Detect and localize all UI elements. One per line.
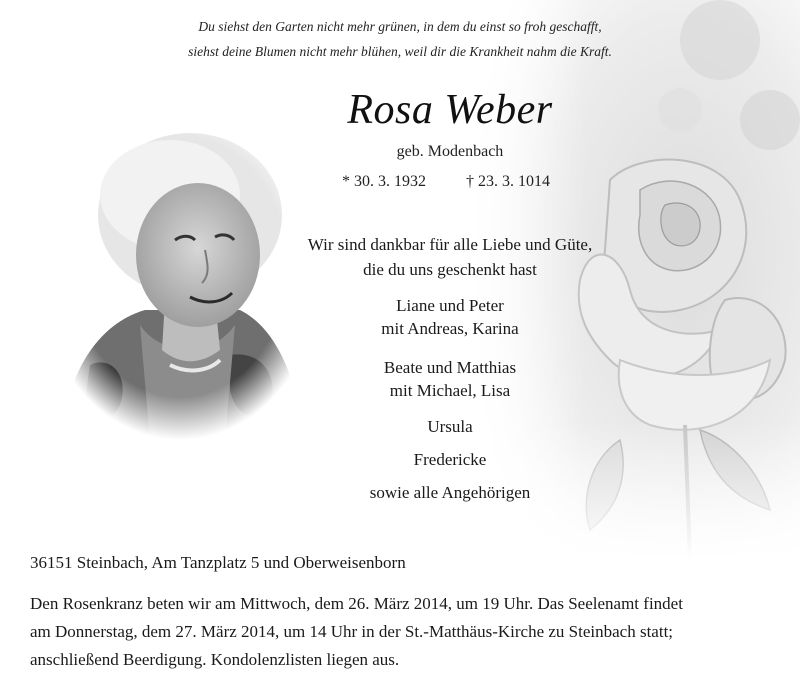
thanks-line-2: die du uns geschenkt hast (363, 260, 537, 279)
verse-line-1: Du siehst den Garten nicht mehr grünen, in dem du einst so froh geschafft, (198, 19, 602, 34)
notice-line-3: anschließend Beerdigung. Kondolenzlisten liegen aus. (30, 650, 400, 669)
family-relatives: sowie alle Angehörigen (369, 483, 531, 502)
family-group-2 (270, 356, 630, 402)
notice-line-2: am Donnerstag, dem 27. März 2014, um 14 Uhr in der St.-Matthäus-Kirche zu Steinbach statt; (30, 622, 674, 641)
deceased-name: Rosa Weber (347, 87, 553, 133)
family-group-1 (270, 294, 630, 340)
family-member-ursula: Ursula (427, 417, 473, 436)
family-group-2-line-1: Beate und Matthias (383, 358, 517, 377)
maiden-name: geb. Modenbach (396, 143, 504, 160)
thanks-line-1: Wir sind dankbar für alle Liebe und Güte, (307, 235, 593, 254)
address: 36151 Steinbach, Am Tanzplatz 5 und Oberweisenborn (30, 553, 406, 572)
service-notice (30, 590, 775, 674)
family-group-1-line-2: mit Andreas, Karina (381, 319, 519, 338)
family-group-1-line-1: Liane und Peter (396, 296, 504, 315)
family-group-2-line-2: mit Michael, Lisa (389, 381, 511, 400)
memorial-verse (0, 14, 800, 64)
birth-date: * 30. 3. 1932 (342, 173, 426, 190)
death-date: † 23. 3. 1014 (466, 173, 550, 190)
mourners-list (270, 294, 630, 515)
verse-line-2: siehst deine Blumen nicht mehr blühen, weil dir die Krankheit nahm die Kraft. (188, 44, 612, 59)
notice-line-1: Den Rosenkranz beten wir am Mittwoch, dem 26. März 2014, um 19 Uhr. Das Seelenamt findet (30, 594, 683, 613)
family-member-fredericke: Fredericke (413, 450, 487, 469)
thanks-text (270, 232, 630, 282)
